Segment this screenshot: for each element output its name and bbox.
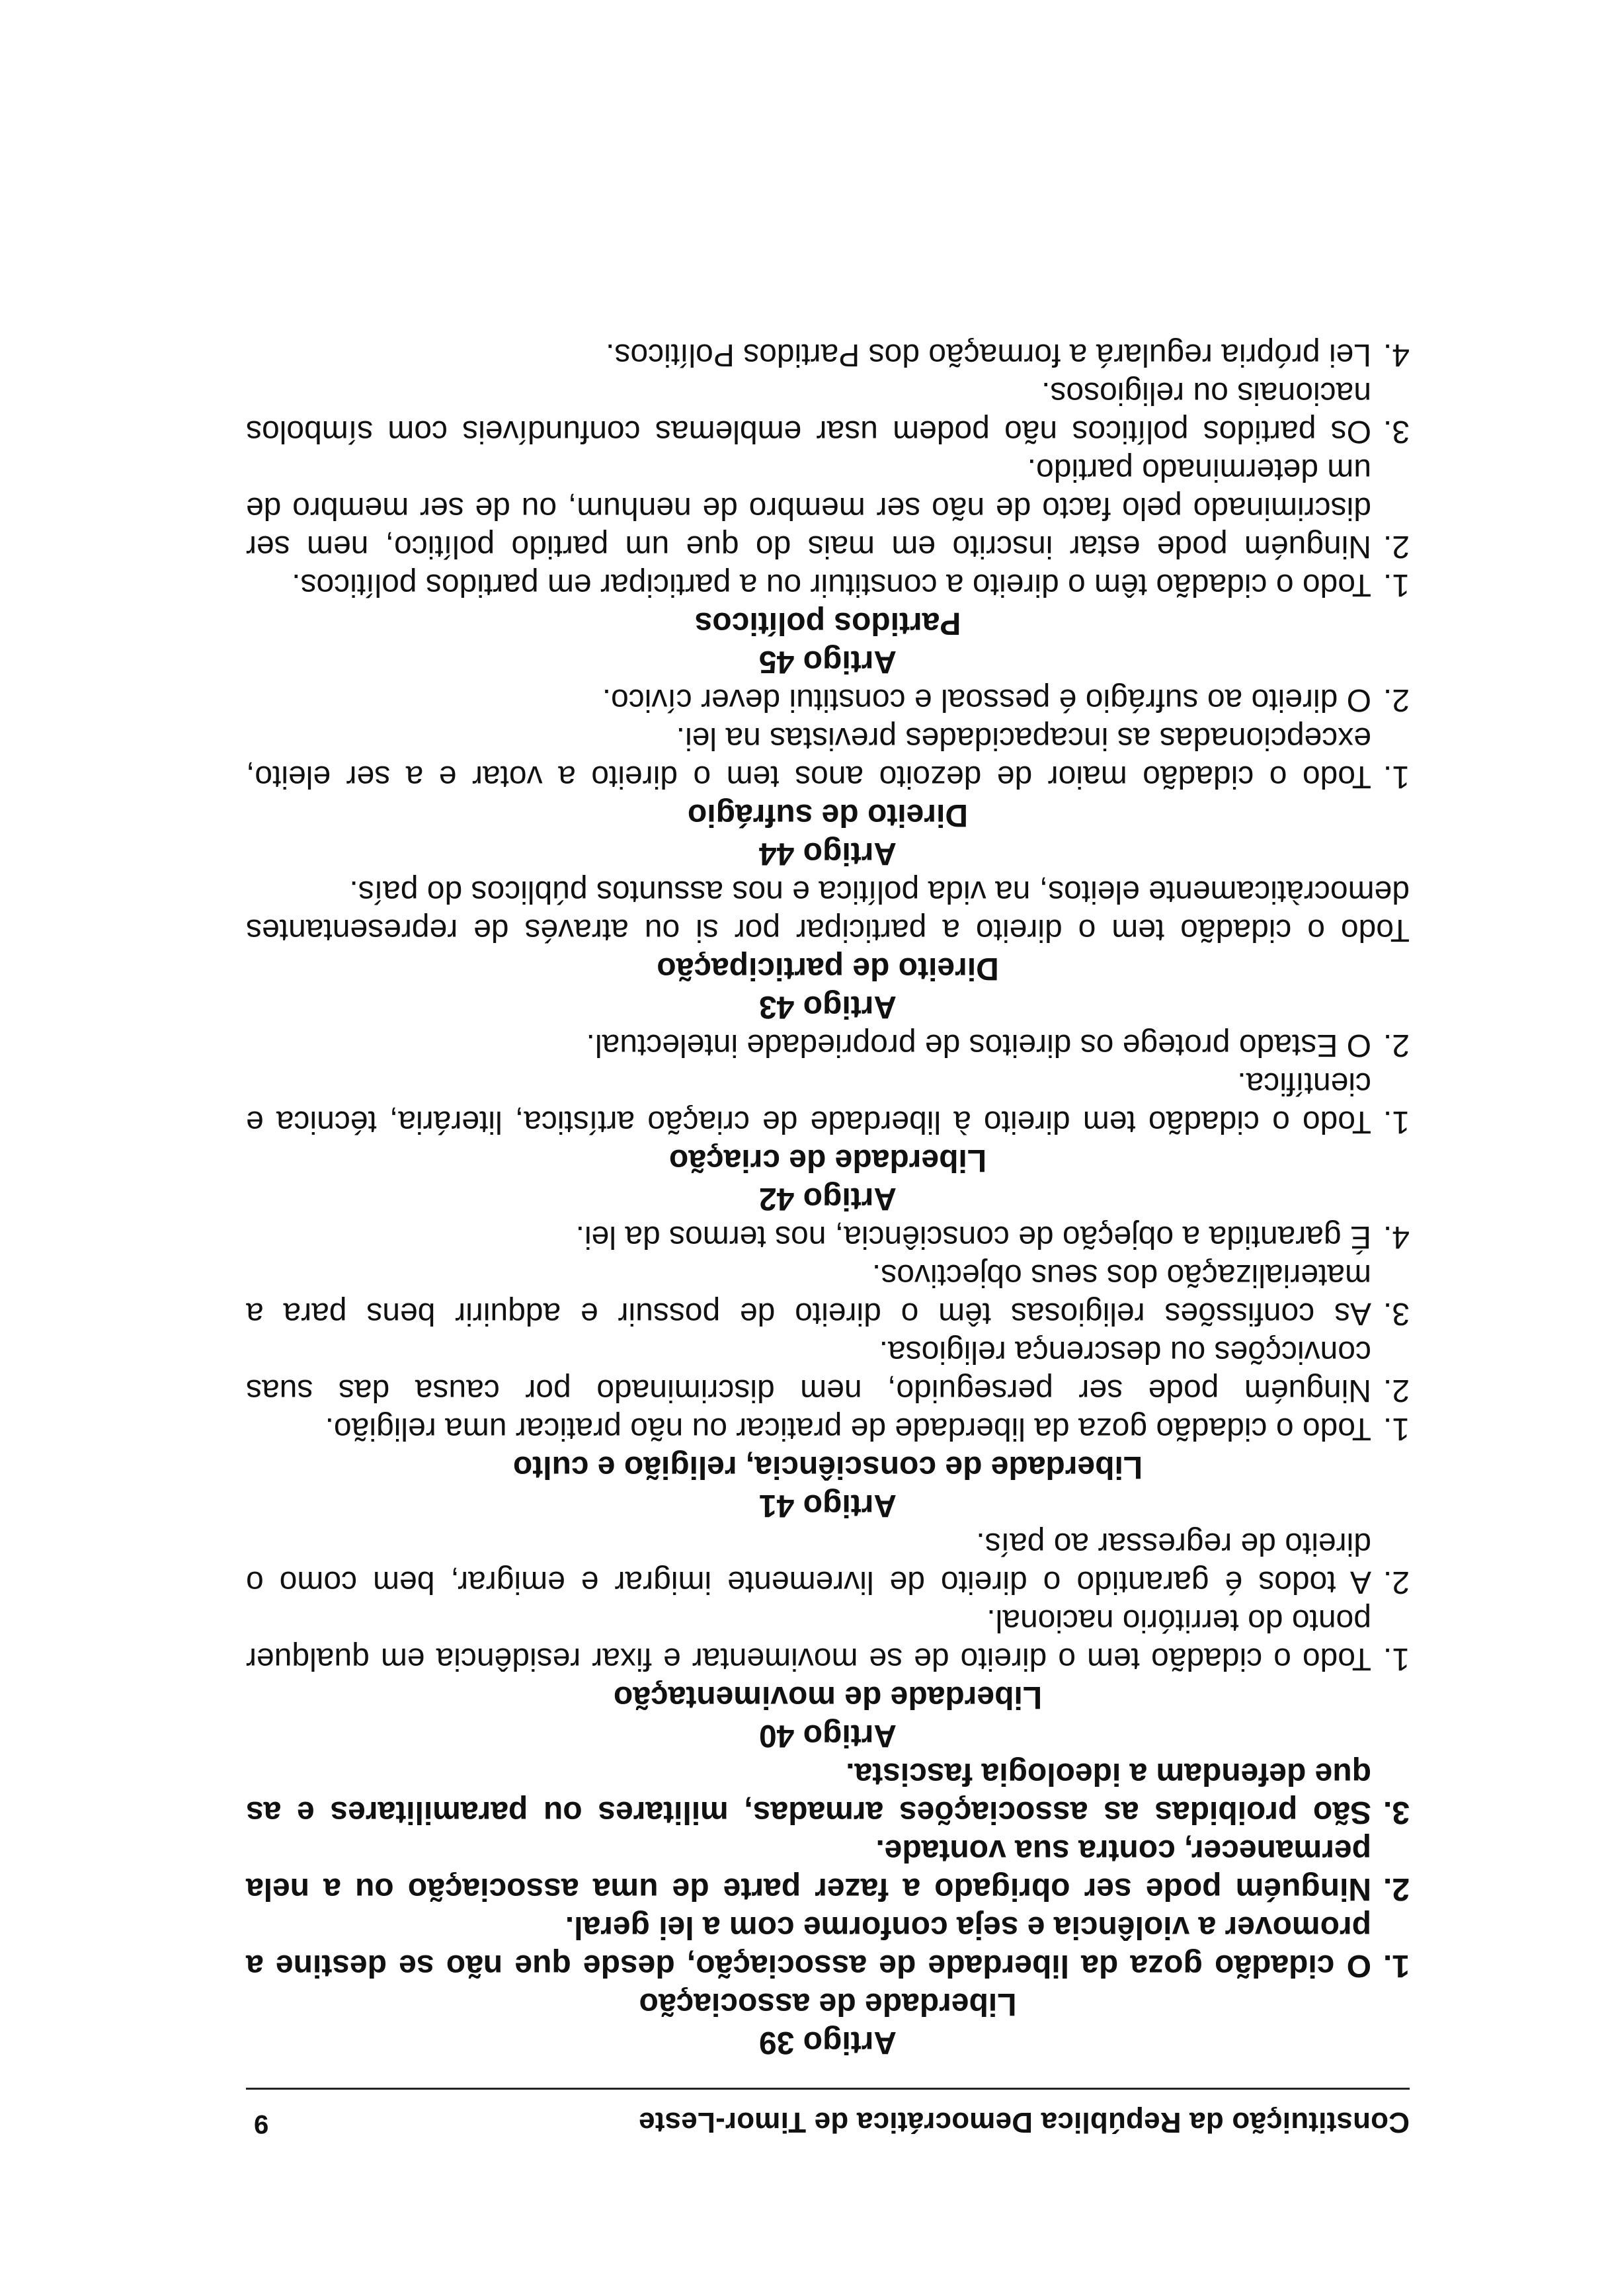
page-number: 9 bbox=[254, 2110, 269, 2139]
clause bbox=[246, 719, 1410, 796]
article-number: Artigo 45 bbox=[758, 644, 897, 679]
clause bbox=[246, 1217, 1410, 1256]
clause-text: As confissões religiosas têm o direito de possuir e adquirir bens para a materialização dos seus objectivos. bbox=[246, 1258, 1371, 1331]
article-45 bbox=[246, 335, 1410, 680]
clause bbox=[246, 1332, 1410, 1409]
article-number: Artigo 44 bbox=[758, 836, 897, 871]
clause-text: Todo o cidadão têm o direito a constituir ou a participar em partidos políticos. bbox=[292, 567, 1371, 602]
clause-number: 1. bbox=[1383, 759, 1410, 794]
clause bbox=[246, 1026, 1410, 1064]
clause-text: Todo o cidadão tem o direito de se movimentar e fixar residência em qualquer ponto do território nacional. bbox=[246, 1603, 1371, 1676]
clause bbox=[246, 1831, 1410, 1908]
article-title: Direito de participação bbox=[657, 951, 999, 986]
clause-text: Ninguém pode ser perseguido, nem discriminado por causa das suas convicções ou descrença religiosa. bbox=[246, 1334, 1371, 1408]
clause bbox=[246, 1256, 1410, 1332]
article-42 bbox=[246, 1026, 1410, 1217]
article-41 bbox=[246, 1217, 1410, 1524]
clause-text: Todo o cidadão goza da liberdade de praticar ou não praticar uma religião. bbox=[325, 1411, 1371, 1446]
clause-text: O Estado protege os direitos de propriedade intelectual. bbox=[586, 1028, 1371, 1063]
clause bbox=[246, 680, 1410, 719]
clause-number: 1. bbox=[1383, 1948, 1410, 1983]
clause-text: Todo o cidadão maior de dezoito anos tem o direito a votar e a ser eleito, excepcionadas as incapacidades previstas na lei. bbox=[246, 721, 1371, 794]
article-number: Artigo 43 bbox=[758, 989, 897, 1024]
article-number: Artigo 41 bbox=[758, 1488, 897, 1523]
clause-number: 1. bbox=[1383, 1104, 1410, 1139]
clause bbox=[246, 1524, 1410, 1601]
running-title: Constituição da República Democrática de Timor-Leste bbox=[638, 2106, 1410, 2139]
article-title: Liberdade de movimentação bbox=[613, 1680, 1043, 1715]
article-title: Liberdade de criação bbox=[668, 1143, 987, 1178]
clause bbox=[246, 450, 1410, 565]
clause bbox=[246, 1409, 1410, 1448]
clause-text: A todos é garantido o direito de livremente imigrar e emigrar, bem como o direito de regressar ao país. bbox=[246, 1526, 1371, 1600]
article-number: Artigo 40 bbox=[758, 1718, 897, 1753]
article-number: Artigo 39 bbox=[758, 2025, 897, 2060]
clause-number: 3. bbox=[1383, 1296, 1410, 1331]
clause-number: 1. bbox=[1383, 1641, 1410, 1676]
article-title: Liberdade de associação bbox=[639, 1987, 1017, 2022]
clause-number: 3. bbox=[1383, 1795, 1410, 1830]
clause-number: 1. bbox=[1383, 1411, 1410, 1446]
clause-text: Lei própria regulará a formação dos Partidos Políticos. bbox=[606, 337, 1371, 372]
clause-number: 1. bbox=[1383, 567, 1410, 602]
clause-number: 2. bbox=[1383, 1871, 1410, 1906]
clause-number: 4. bbox=[1383, 337, 1410, 372]
clause bbox=[246, 335, 1410, 374]
clause-text: Todo o cidadão tem direito à liberdade de criação artística, literária, técnica e científica. bbox=[246, 1066, 1371, 1139]
article-43 bbox=[246, 872, 1410, 1026]
clause-text: Ninguém pode estar inscrito em mais do que um partido político, nem ser discriminado pelo facto de não ser membro de nenhum, ou de ser membro de um determinado partido. bbox=[246, 452, 1371, 564]
clause-text: O cidadão goza da liberdade de associação, desde que não se destine a promover a violência e seja conforme com a lei geral. bbox=[246, 1910, 1371, 1983]
clause-number: 2. bbox=[1383, 1565, 1410, 1600]
clause-number: 4. bbox=[1383, 1219, 1410, 1254]
article-44 bbox=[246, 680, 1410, 872]
article-paragraph: Todo o cidadão tem o direito a participar por si ou através de representantes democràticamente eleitos, na vida política e nos assuntos públicos do país. bbox=[246, 874, 1410, 948]
article-title: Liberdade de consciência, religião e culto bbox=[512, 1450, 1143, 1485]
article-title: Direito de sufrágio bbox=[687, 798, 969, 833]
body-text bbox=[246, 335, 1410, 2061]
clause bbox=[246, 565, 1410, 604]
clause bbox=[246, 374, 1410, 450]
clause-text: O direito ao sufrágio é pessoal e constitui dever cívico. bbox=[602, 682, 1371, 718]
clause-text: Os partidos políticos não podem usar emblemas confundíveis com símbolos nacionais ou religiosos. bbox=[246, 376, 1371, 449]
clause-text: Ninguém pode ser obrigado a fazer parte de uma associação ou a nela permanecer, contra sua vontade. bbox=[246, 1833, 1371, 1906]
clause-text: É garantida a objeção de consciência, nos termos da lei. bbox=[575, 1219, 1371, 1254]
clause-number: 3. bbox=[1383, 414, 1410, 449]
clause bbox=[246, 1754, 1410, 1831]
clause bbox=[246, 1908, 1410, 1985]
clause bbox=[246, 1064, 1410, 1141]
article-title: Partidos políticos bbox=[694, 606, 961, 641]
article-39 bbox=[246, 1754, 1410, 2061]
article-40 bbox=[246, 1524, 1410, 1754]
clause-number: 2. bbox=[1383, 1028, 1410, 1063]
clause-number: 2. bbox=[1383, 682, 1410, 718]
header-rule bbox=[246, 2088, 1410, 2090]
clause bbox=[246, 1601, 1410, 1678]
clause-number: 2. bbox=[1383, 1373, 1410, 1408]
running-header bbox=[246, 2090, 1410, 2156]
clause-text: São proibidas as associações armadas, militares ou paramilitares e as que defendam a ideologia fascista. bbox=[246, 1756, 1371, 1830]
article-number: Artigo 42 bbox=[758, 1181, 897, 1216]
clause-number: 2. bbox=[1383, 529, 1410, 564]
